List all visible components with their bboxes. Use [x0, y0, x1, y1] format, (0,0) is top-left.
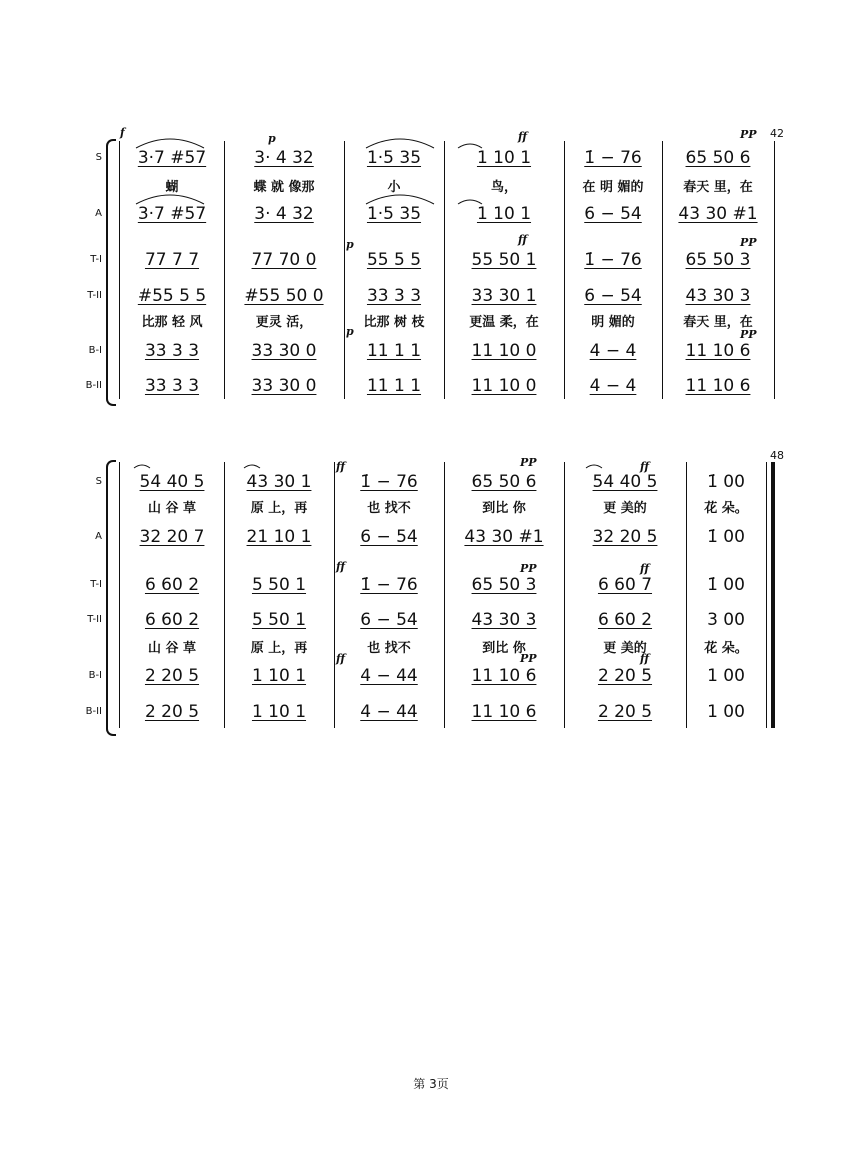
measure: [224, 573, 334, 597]
notes: 11 10 6: [471, 666, 537, 686]
lyric: 比那 树 枝: [363, 314, 425, 330]
notes: 33 30 0: [251, 341, 317, 361]
notes: 54 40 5: [592, 472, 658, 492]
dynamic-mark: p: [346, 238, 354, 251]
dynamic-mark: PP: [740, 328, 757, 341]
lyric: 更 美的: [603, 640, 647, 656]
lyric: 更灵 活，: [255, 314, 313, 330]
measure: [444, 339, 564, 363]
lyric-cell: [120, 311, 224, 329]
measure: [120, 525, 224, 549]
notes: 32 20 5: [592, 527, 658, 547]
lyric: 春天 里，在: [683, 179, 753, 195]
notes: 11 1 1: [366, 376, 422, 396]
measure: [334, 608, 444, 632]
system-brace: [106, 460, 116, 736]
notes: 1̇ − 76: [360, 472, 418, 492]
notes: #55 50 0: [244, 286, 324, 306]
notes: 33 3 3: [366, 286, 422, 306]
measure: [444, 374, 564, 398]
dynamic-mark: PP: [740, 236, 757, 249]
lyric-cell: [444, 637, 564, 655]
measure: [662, 339, 774, 363]
lyrics-row: [120, 637, 766, 655]
voice-label-t1: T-I: [90, 579, 102, 590]
lyric-cell: [334, 497, 444, 515]
lyric-cell: [334, 637, 444, 655]
notes: 33 30 0: [251, 376, 317, 396]
measure: [224, 700, 334, 724]
measure: [120, 573, 224, 597]
measure: [120, 284, 224, 308]
notes: 3· 4 32: [254, 148, 314, 168]
voice-label-b1: B-I: [88, 345, 102, 356]
lyric: 山 谷 草: [147, 640, 197, 656]
staff-t1: [120, 248, 774, 272]
slur: [366, 195, 434, 204]
voice-label-t1: T-I: [90, 254, 102, 265]
lyric-cell: [662, 311, 774, 329]
lyric-cell: [224, 311, 344, 329]
notes: 33 3 3: [144, 341, 200, 361]
lyric: 更温 柔，在: [469, 314, 539, 330]
measure: [662, 248, 774, 272]
dynamic-mark: ff: [640, 460, 650, 473]
measure: [444, 573, 564, 597]
measure: [686, 573, 766, 597]
notes: 43 30 #1: [678, 204, 758, 224]
measure: [444, 700, 564, 724]
notes: 11 10 6: [685, 341, 751, 361]
notes: 1 00: [707, 702, 745, 722]
notes: 1̇ − 76: [584, 250, 642, 270]
measure: [564, 573, 686, 597]
lyric: 明 媚的: [591, 314, 635, 330]
notes: 43 30 3: [685, 286, 751, 306]
dynamic-mark: ff: [336, 652, 346, 665]
voice-label-b1: B-I: [88, 670, 102, 681]
measure: [120, 470, 224, 494]
notes: 43 30 1: [246, 472, 312, 492]
notes: 11 1 1: [366, 341, 422, 361]
notes: 4 − 4: [589, 376, 637, 396]
slur: [366, 139, 434, 148]
slur: [134, 465, 150, 468]
staff-b1: [120, 339, 774, 363]
measure: [344, 284, 444, 308]
notes: 32 20 7: [139, 527, 205, 547]
measure: [224, 248, 344, 272]
lyric: 原 上，再: [250, 500, 308, 516]
measure: [444, 470, 564, 494]
lyric: 小: [387, 179, 401, 195]
voice-label-b2: B-II: [85, 706, 102, 717]
voice-label-b2: B-II: [85, 380, 102, 391]
lyric: 原 上，再: [250, 640, 308, 656]
measure: [564, 608, 686, 632]
measure: [444, 664, 564, 688]
notes: 11 10 6: [685, 376, 751, 396]
slur: [586, 465, 602, 468]
measure: [334, 525, 444, 549]
notes: 77 7 7: [144, 250, 200, 270]
measure: [120, 608, 224, 632]
slur: [136, 195, 204, 204]
measure: [224, 339, 344, 363]
notes: 2 20 5: [144, 666, 200, 686]
lyric-cell: [686, 637, 766, 655]
lyric-cell: [686, 497, 766, 515]
notes: 1̇ − 76: [584, 148, 642, 168]
notes: 2 20 5: [144, 702, 200, 722]
notes: 6 − 54: [360, 610, 418, 630]
notes: 65 50 6: [685, 148, 751, 168]
notes: 1̇ 00: [707, 575, 745, 595]
notes: 33 3 3: [144, 376, 200, 396]
measure: [334, 573, 444, 597]
system-brace: [106, 139, 116, 406]
notes: 33 30 1: [471, 286, 537, 306]
notes: 3· 4 32: [254, 204, 314, 224]
notes: 2 20 5: [597, 666, 653, 686]
measure: [564, 374, 662, 398]
voice-label-a: A: [95, 531, 102, 542]
measure: [564, 700, 686, 724]
voice-label-t2: T-II: [87, 614, 102, 625]
notes: 55 5 5: [366, 250, 422, 270]
lyric: 更 美的: [603, 500, 647, 516]
notes: 4 − 44: [360, 702, 418, 722]
measure: [686, 470, 766, 494]
notes: 5 50 1: [251, 610, 307, 630]
lyric-cell: [344, 311, 444, 329]
lyric: 也 找不: [367, 500, 411, 516]
dynamic-mark: p: [346, 325, 354, 338]
measure: [686, 608, 766, 632]
measure-number: 42: [770, 127, 784, 140]
notes: 11 10 0: [471, 376, 537, 396]
measure: [686, 664, 766, 688]
lyric-cell: [564, 637, 686, 655]
lyric: 到比 你: [482, 500, 526, 516]
measure: [564, 525, 686, 549]
measure: [564, 284, 662, 308]
notes: 77 70 0: [251, 250, 317, 270]
lyric: 在 明 媚的: [582, 179, 644, 195]
notes: 1 10 1: [251, 666, 307, 686]
measure: [224, 525, 334, 549]
measure-number: 48: [770, 449, 784, 462]
slurs: [120, 188, 774, 208]
notes: 4 − 4: [589, 341, 637, 361]
slurs: [120, 458, 766, 472]
lyric-cell: [564, 311, 662, 329]
voice-label-t2: T-II: [87, 290, 102, 301]
notes: 1 10 1: [476, 204, 532, 224]
slur: [136, 139, 204, 148]
lyric-cell: [224, 637, 334, 655]
notes: 3·7 #57: [137, 204, 207, 224]
measure: [120, 339, 224, 363]
notes: 55 50 1: [471, 250, 537, 270]
notes: 65 50 3: [471, 575, 537, 595]
notes: 65 50 6: [471, 472, 537, 492]
notes: 6 60 2: [144, 610, 200, 630]
lyric: 到比 你: [482, 640, 526, 656]
voice-label-s: S: [95, 152, 102, 163]
notes: 1·5 35: [366, 148, 422, 168]
lyric: 蝶 就 像那: [253, 179, 315, 195]
measure: [662, 284, 774, 308]
measure: [224, 284, 344, 308]
measure: [120, 664, 224, 688]
notes: #55 5 5: [137, 286, 207, 306]
lyric: 山 谷 草: [147, 500, 197, 516]
notes: 11 10 6: [471, 702, 537, 722]
notes: 2 20 5: [597, 702, 653, 722]
slur: [458, 200, 482, 204]
lyrics-row: [120, 497, 766, 515]
notes: 1̇ − 76: [360, 575, 418, 595]
lyric-cell: [444, 311, 564, 329]
slur: [244, 465, 260, 468]
measure: [686, 700, 766, 724]
lyric: 花 朵。: [704, 500, 748, 516]
dynamic-mark: f: [120, 126, 125, 139]
notes: 6 60 7: [597, 575, 653, 595]
measure: [686, 525, 766, 549]
staff-b2: [120, 700, 766, 724]
lyric: 花 朵。: [704, 640, 748, 656]
notes: 6 60 2: [144, 575, 200, 595]
notes: 3 00: [707, 610, 745, 630]
lyric: 也 找不: [367, 640, 411, 656]
final-barline-thin: [766, 462, 767, 728]
notes: 1 10 1: [476, 148, 532, 168]
measure: [120, 700, 224, 724]
measure: [662, 374, 774, 398]
staff-t2: [120, 608, 766, 632]
notes: 54 40 5: [139, 472, 205, 492]
measure: [444, 608, 564, 632]
voice-label-s: S: [95, 476, 102, 487]
notes: 1̇ 00: [707, 472, 745, 492]
staff-t2: [120, 284, 774, 308]
notes: 11 10 0: [471, 341, 537, 361]
staff-a: [120, 525, 766, 549]
measure: [334, 700, 444, 724]
notes: 21 10 1: [246, 527, 312, 547]
dynamic-mark: ff: [518, 233, 528, 246]
measure: [564, 339, 662, 363]
lyrics-row: [120, 311, 774, 329]
dynamic-mark: ff: [336, 560, 346, 573]
lyric: 鸟，: [490, 179, 517, 195]
measure: [564, 470, 686, 494]
measure: [564, 664, 686, 688]
final-barline-thick: [771, 462, 775, 728]
measure: [224, 374, 344, 398]
notes: 1·5 35: [366, 204, 422, 224]
dynamic-mark: p: [268, 132, 276, 145]
notes: 43 30 #1: [464, 527, 544, 547]
notes: 6 60 2: [597, 610, 653, 630]
notes: 3·7 #57: [137, 148, 207, 168]
notes: 1 00: [707, 666, 745, 686]
staff-b1: [120, 664, 766, 688]
dynamic-mark: ff: [640, 562, 650, 575]
lyric-cell: [444, 497, 564, 515]
notes: 1 10 1: [251, 702, 307, 722]
measure: [444, 284, 564, 308]
barline: [774, 141, 775, 399]
measure: [120, 248, 224, 272]
notes: 6 − 54: [360, 527, 418, 547]
lyric: 春天 里，在: [683, 314, 753, 330]
staff-b2: [120, 374, 774, 398]
notes: 6 − 54: [584, 286, 642, 306]
measure: [344, 374, 444, 398]
measure: [344, 248, 444, 272]
notes: 6 − 54: [584, 204, 642, 224]
lyric: 蝴: [165, 179, 179, 195]
measure: [344, 339, 444, 363]
notes: 1̇ 00: [707, 527, 745, 547]
lyric-cell: [120, 497, 224, 515]
measure: [120, 374, 224, 398]
measure: [444, 248, 564, 272]
notes: 65 50 3: [685, 250, 751, 270]
measure: [224, 664, 334, 688]
dynamic-mark: ff: [518, 130, 528, 143]
dynamic-mark: PP: [520, 562, 537, 575]
dynamic-mark: PP: [740, 128, 757, 141]
notes: 43 30 3: [471, 610, 537, 630]
notes: 4 − 44: [360, 666, 418, 686]
lyric-cell: [224, 497, 334, 515]
staff-s: [120, 470, 766, 494]
measure: [224, 470, 334, 494]
dynamic-mark: ff: [336, 460, 346, 473]
dynamic-mark: PP: [520, 652, 537, 665]
staff-t1: [120, 573, 766, 597]
lyric-cell: [564, 497, 686, 515]
measure: [444, 525, 564, 549]
measure: [334, 664, 444, 688]
lyric: 比那 轻 风: [141, 314, 203, 330]
measure: [334, 470, 444, 494]
notes: 5 50 1: [251, 575, 307, 595]
measure: [564, 248, 662, 272]
measure: [224, 608, 334, 632]
voice-label-a: A: [95, 208, 102, 219]
slurs: [120, 132, 774, 152]
slur: [458, 144, 482, 148]
dynamic-mark: ff: [640, 652, 650, 665]
lyric-cell: [120, 637, 224, 655]
page-number: 第 3页: [413, 1077, 449, 1091]
dynamic-mark: PP: [520, 456, 537, 469]
